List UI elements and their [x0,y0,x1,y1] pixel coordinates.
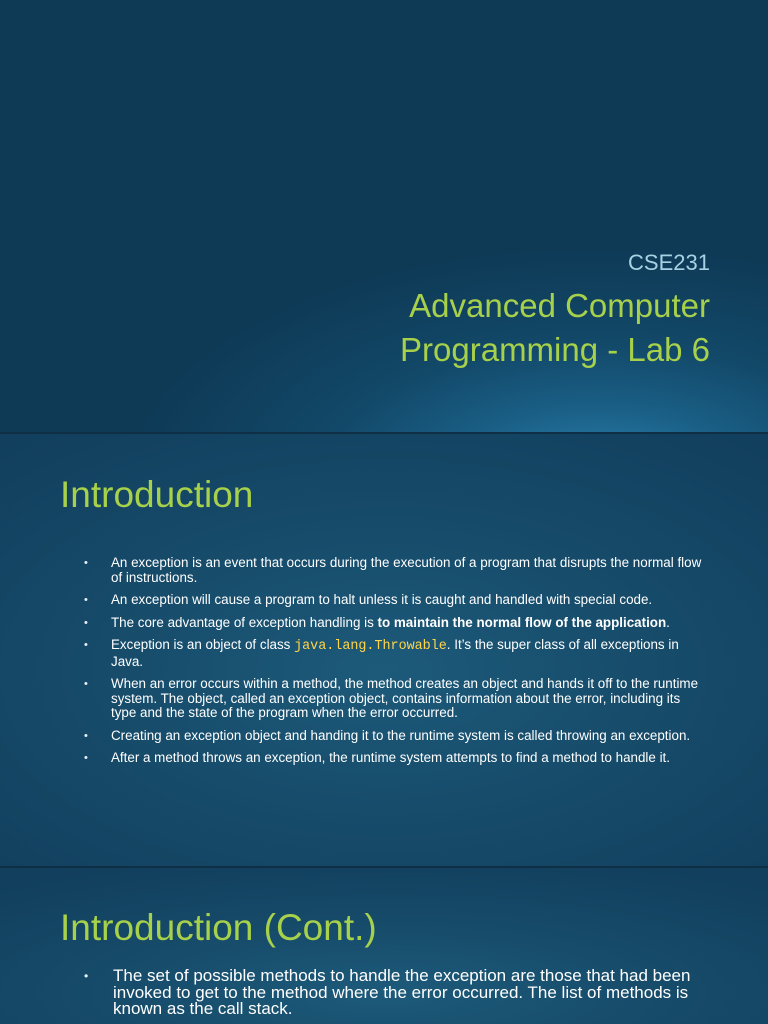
bullet-text: The core advantage of exception handling is [111,614,378,630]
slide-title-line-1: Advanced Computer [409,287,710,324]
introduction-cont-bullet-list [84,968,714,1018]
course-code: CSE231 [628,250,710,275]
bullet-item: • Creating an exception object and handing it to the runtime system is called throwing an exception. [84,729,706,744]
title-slide [0,0,768,432]
bullet-text: Exception is an object of class [111,637,295,652]
bullet-item: • An exception is an event that occurs during the execution of a program that disrupts the normal flow of instructions. [84,556,706,585]
bullet-item: • After a method throws an exception, the runtime system attempts to find a method to handle it. [84,751,706,766]
bullet-item: • An exception will cause a program to halt unless it is caught and handled with special code. [84,593,706,608]
bullet-bold-text: to maintain the normal flow of the application [377,614,667,630]
bullet-text: . It’s the super class of all exceptions in Java. [111,637,679,669]
introduction-cont-heading: Introduction (Cont.) [60,907,377,948]
bullet-item [84,638,706,669]
slide-title [400,284,710,372]
slide-title-line-2: Programming - Lab 6 [400,331,710,368]
code-snippet: java.lang.Throwable [294,639,447,654]
bullet-item [84,616,706,631]
bullet-text: . [666,614,670,630]
introduction-heading: Introduction [60,474,254,515]
introduction-bullet-list [84,556,706,774]
bullet-item: • The set of possible methods to handle the exception are those that had been invoked to get to the method where the error occurred. The list of methods is known as the call stack. [84,968,714,1018]
bullet-item: • When an error occurs within a method, the method creates an object and hands it off to the runtime system. The object, called an exception object, contains information about the error, including its type and the state of the program when the error occurred. [84,677,706,721]
